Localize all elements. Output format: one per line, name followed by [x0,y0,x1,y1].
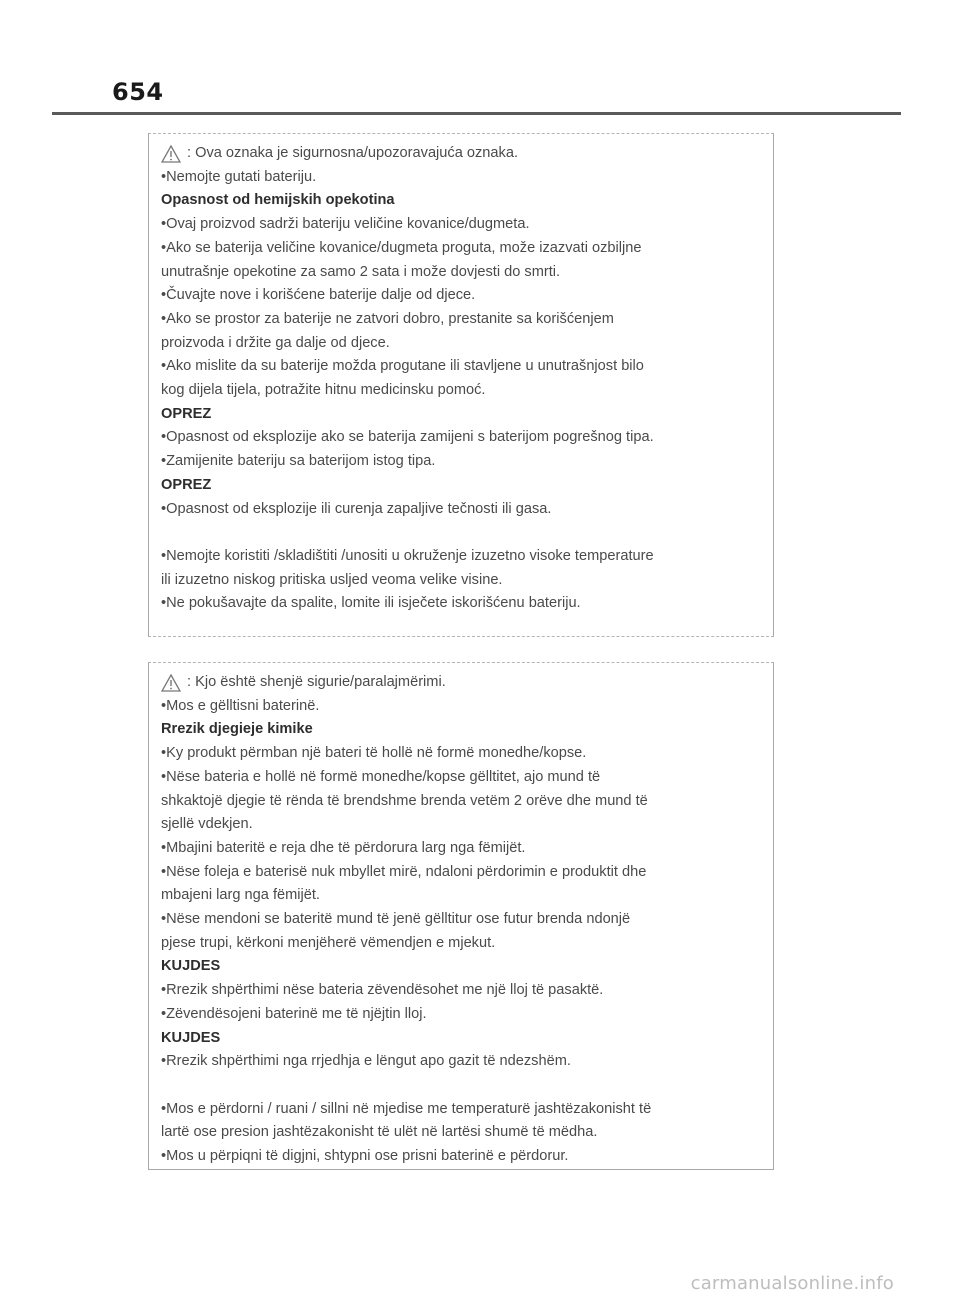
notice-line: •Ky produkt përmban një bateri të hollë në formë monedhe/kopse. [161,745,587,762]
notice-line: •Ako mislite da su baterije možda progutane ili stavljene u unutrašnjost bilo [161,358,644,375]
watermark: carmanualsonline.info [690,1273,894,1294]
safety-notice-albanian [148,662,774,1170]
notice-line: proizvoda i držite ga dalje od djece. [161,334,390,351]
warning-line [161,671,761,695]
notice-line: mbajeni larg nga fëmijët. [161,887,320,904]
notice-line: •Rrezik shpërthimi nga rrjedhja e lëngut apo gazit të ndezshëm. [161,1053,571,1070]
notice-line: lartë ose presion jashtëzakonisht të ulët në lartësi shumë të mëdha. [161,1124,598,1141]
warning-triangle-icon [161,674,181,692]
notice-line: •Opasnost od eksplozije ako se baterija zamijeni s baterijom pogrešnog tipa. [161,429,654,446]
notice-line: •Nemojte gutati bateriju. [161,168,317,185]
notice-line: •Ovaj proizvod sadrži bateriju veličine kovanice/dugmeta. [161,216,530,233]
notice-line: •Mbajini bateritë e reja dhe të përdorura larg nga fëmijët. [161,839,526,856]
section-heading: Rrezik djegieje kimike [161,721,313,738]
notice-line: •Mos e gëlltisni baterinë. [161,697,320,714]
safety-notice-bosnian [148,133,774,637]
notice-line: shkaktojë djegie të rënda të brendshme brenda vetëm 2 orëve dhe mund të [161,792,648,809]
section-heading: Opasnost od hemijskih opekotina [161,192,395,209]
notice-line: pjese trupi, kërkoni menjëherë vëmendjen e mjekut. [161,934,496,951]
notice-line: ili izuzetno niskog pritiska usljed veoma velike visine. [161,571,503,588]
header-rule [52,112,901,115]
notice-line: •Mos u përpiqni të digjni, shtypni ose prisni baterinë e përdorur. [161,1148,569,1165]
notice-line: kog dijela tijela, potražite hitnu medicinsku pomoć. [161,382,486,399]
notice-line: •Nëse foleja e baterisë nuk mbyllet mirë, ndaloni përdorimin e produktit dhe [161,863,647,880]
section-heading: OPREZ [161,476,212,493]
notice-line: •Ako se baterija veličine kovanice/dugmeta proguta, može izazvati ozbiljne [161,239,642,256]
notice-line: •Ako se prostor za baterije ne zatvori dobro, prestanite sa korišćenjem [161,310,614,327]
spacer [161,521,761,545]
warning-text: : Ova oznaka je sigurnosna/upozoravajuća oznaka. [187,145,518,161]
warning-text: : Kjo është shenjë sigurie/paralajmërimi. [187,674,446,690]
notice-line: •Rrezik shpërthimi nëse bateria zëvendësohet me një lloj të pasaktë. [161,982,604,999]
notice-line: •Nemojte koristiti /skladištiti /unositi u okruženje izuzetno visoke temperature [161,547,654,564]
notice-line: •Zëvendësojeni baterinë me të njëjtin lloj. [161,1005,427,1022]
notice-line: •Opasnost od eksplozije ili curenja zapaljive tečnosti ili gasa. [161,500,552,517]
notice-line: •Čuvajte nove i korišćene baterije dalje od djece. [161,287,476,304]
notice-line: sjellë vdekjen. [161,816,253,833]
warning-line [161,142,761,166]
section-heading: KUJDES [161,1029,221,1046]
spacer [161,1074,761,1098]
page-number: 654 [112,78,164,106]
warning-triangle-icon [161,145,181,163]
notice-line: •Ne pokušavajte da spalite, lomite ili isječete iskorišćenu bateriju. [161,595,581,612]
section-heading: KUJDES [161,958,221,975]
notice-line: •Zamijenite bateriju sa baterijom istog tipa. [161,453,436,470]
notice-line: •Mos e përdorni / ruani / sillni në mjedise me temperaturë jashtëzakonisht të [161,1100,652,1117]
notice-line: unutrašnje opekotine za samo 2 sata i može dovjesti do smrti. [161,263,561,280]
notice-line: •Nëse mendoni se bateritë mund të jenë gëlltitur ose futur brenda ndonjë [161,911,631,928]
notice-line: •Nëse bateria e hollë në formë monedhe/kopse gëlltitet, ajo mund të [161,768,601,785]
section-heading: OPREZ [161,405,212,422]
